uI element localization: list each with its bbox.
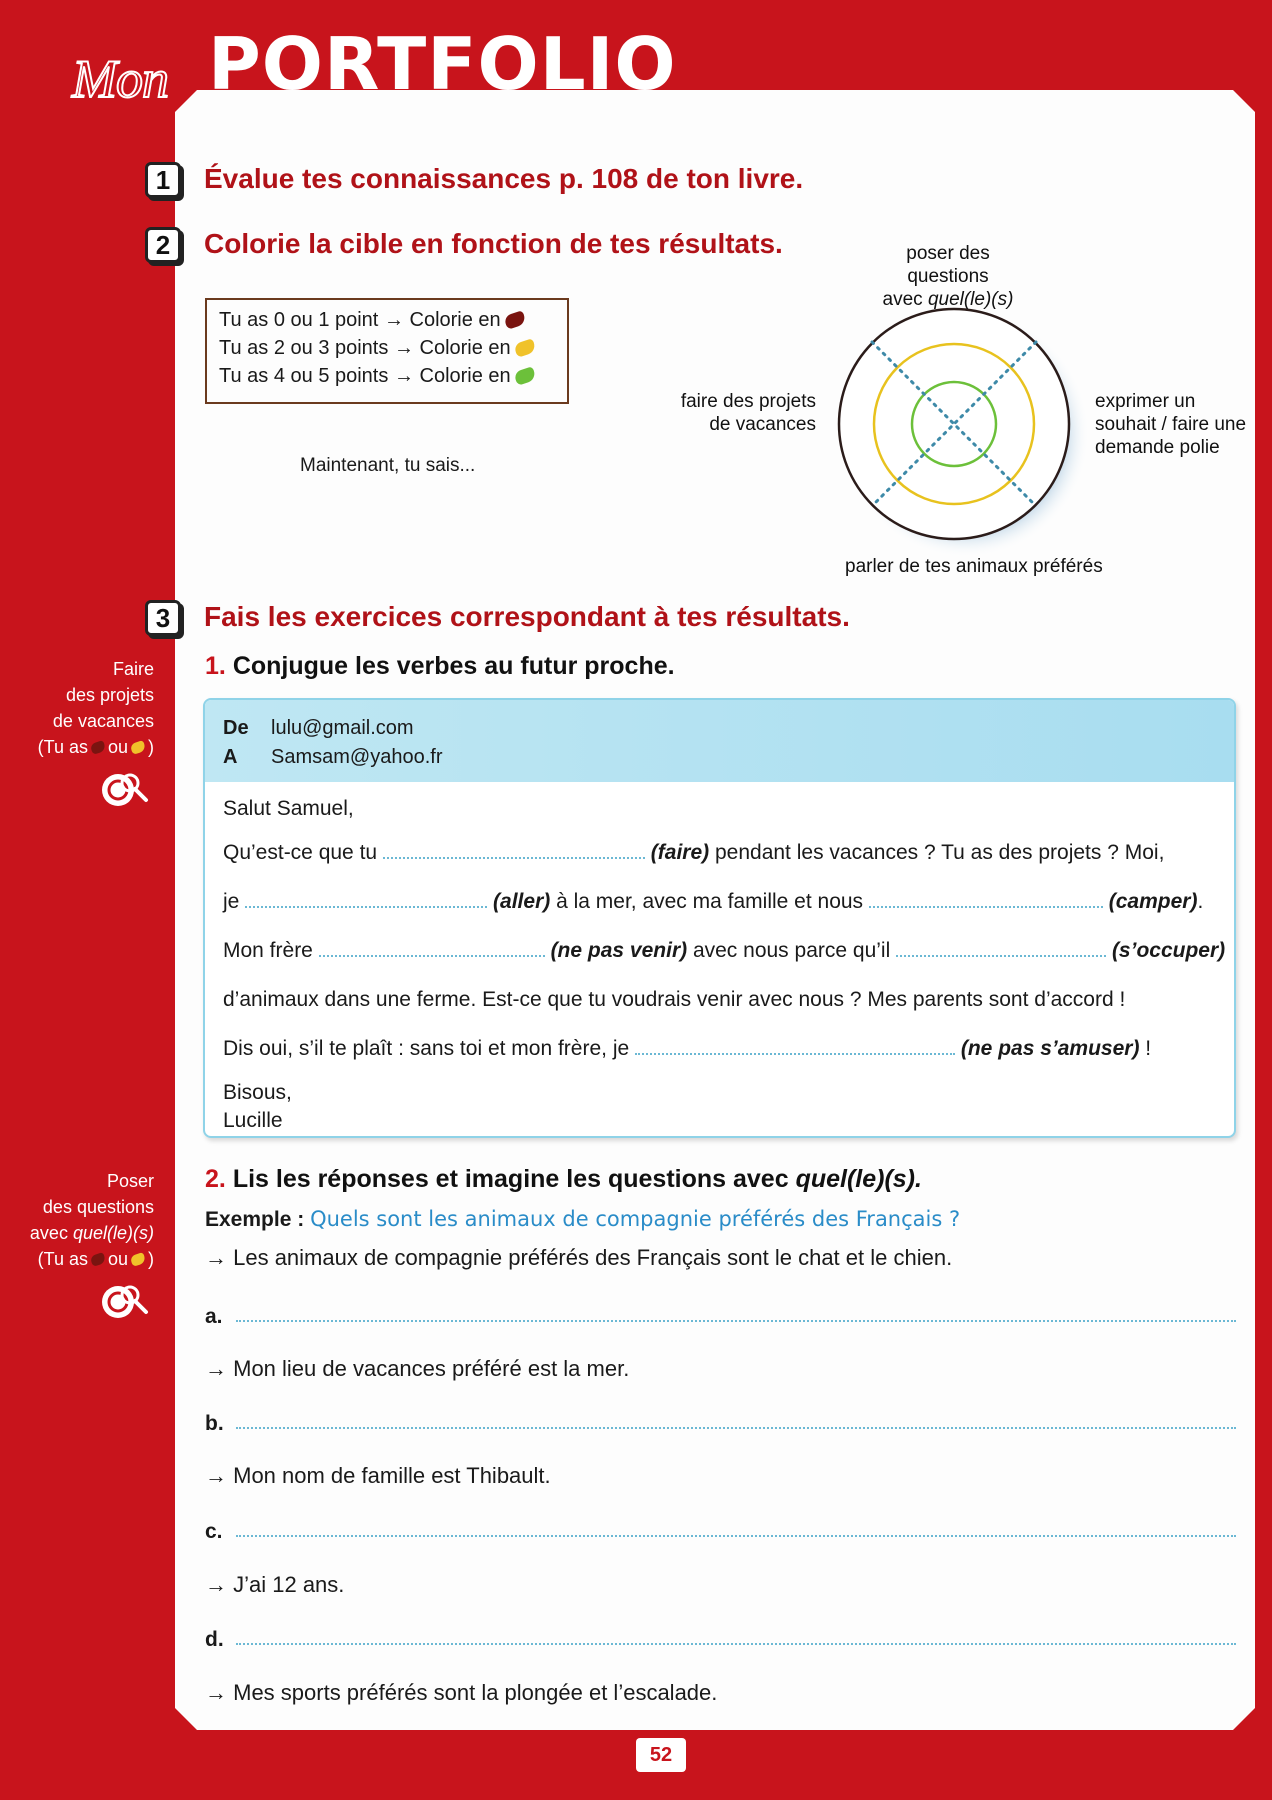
email-text: Qu’est-ce que tu <box>223 841 378 864</box>
sidenote-word: ) <box>148 1249 154 1269</box>
exercise-2-text-italic: quel(le)(s). <box>795 1165 922 1193</box>
example-question: Quels sont les animaux de compagnie préférés des Français ? <box>310 1207 961 1231</box>
to-label: A <box>223 746 238 768</box>
item-a-answer: → Mon lieu de vacances préféré est la mer. <box>205 1356 630 1381</box>
sidenote-line <box>38 734 154 760</box>
arrow-icon: → <box>393 337 414 359</box>
verb-hint: (ne pas venir) <box>550 939 688 962</box>
label-line: demande polie <box>1095 437 1220 458</box>
email-greeting: Salut Samuel, <box>223 797 354 820</box>
email-line <box>223 1024 1216 1073</box>
sidenote-word: ou <box>107 737 128 757</box>
email-body <box>205 782 1234 1138</box>
yellow-swatch-icon <box>513 338 536 357</box>
exercise-2-number: 2. <box>205 1165 226 1193</box>
email-signoff: Bisous, <box>223 1081 292 1104</box>
to-address: Samsam@yahoo.fr <box>271 746 443 768</box>
email-to-row <box>223 743 1216 772</box>
yellow-swatch-icon <box>130 740 147 755</box>
label-word: quel(le)(s) <box>927 289 1014 310</box>
email-line <box>223 877 1216 926</box>
blank-camper[interactable] <box>869 892 1103 908</box>
from-address: lulu@gmail.com <box>271 717 414 739</box>
sidenote-projects <box>14 656 154 760</box>
sidenote-line: de vacances <box>52 711 154 731</box>
arrow-icon: → <box>383 309 404 331</box>
step-3-number: 3 <box>145 600 181 636</box>
dark-red-swatch-icon <box>503 310 526 329</box>
email-text: Mon frère <box>223 939 313 962</box>
color-legend <box>205 298 569 404</box>
target-diagram[interactable] <box>820 300 1100 560</box>
dark-red-swatch-icon <box>90 740 107 755</box>
email-signature: Lucille <box>223 1109 283 1132</box>
label-word: avec <box>882 289 923 310</box>
sidenote-line: des projets <box>65 685 154 705</box>
email-header <box>205 700 1234 782</box>
legend-row <box>219 334 555 362</box>
header-portfolio: PORTFOLIO <box>208 22 677 106</box>
email-card <box>203 698 1236 1138</box>
label-line: poser des questions <box>906 243 990 287</box>
label-line <box>878 288 1018 311</box>
answer-input-d[interactable] <box>236 1643 1236 1645</box>
step-3-title: Fais les exercices correspondant à tes résultats. <box>204 601 850 632</box>
target-label-right <box>1095 390 1255 459</box>
verb-hint: (s’occuper) <box>1111 939 1226 962</box>
email-text: . <box>1197 890 1204 913</box>
item-d-answer: → Mes sports préférés sont la plongée et l’escalade. <box>205 1680 718 1705</box>
legend-action: Colorie en <box>419 337 511 359</box>
step-1-number: 1 <box>145 162 181 198</box>
exercise-1-title <box>205 652 675 681</box>
exercise-2-text: Lis les réponses et imagine les questions avec <box>232 1165 789 1193</box>
blank-s-occuper[interactable] <box>896 941 1106 957</box>
sidenote-line: Faire <box>112 659 154 679</box>
legend-action: Colorie en <box>409 309 501 331</box>
answer-input-a[interactable] <box>236 1320 1236 1322</box>
verb-hint: (faire) <box>650 841 710 864</box>
target-label-left <box>680 390 816 436</box>
yellow-swatch-icon <box>130 1252 147 1267</box>
arrow-icon: → <box>393 365 414 387</box>
blank-aller[interactable] <box>245 892 487 908</box>
example-label: Exemple : <box>205 1208 305 1231</box>
verb-hint: (aller) <box>493 890 551 913</box>
legend-action: Colorie en <box>419 365 511 387</box>
item-d-letter: d. <box>205 1628 224 1651</box>
blank-ne-pas-venir[interactable] <box>319 941 545 957</box>
sidenote-word: ) <box>148 737 154 757</box>
sidenote-word: ou <box>107 1249 128 1269</box>
email-text: Dis oui, s’il te plaît : sans toi et mon frère, je <box>223 1037 630 1060</box>
maintenant-text: Maintenant, tu sais... <box>300 455 476 476</box>
item-a-letter: a. <box>205 1305 223 1328</box>
sidenote-word: (Tu as <box>37 1249 88 1269</box>
legend-row <box>219 362 555 390</box>
exercise-2-title <box>205 1165 922 1194</box>
label-line: de vacances <box>709 414 816 435</box>
sidenote-line <box>38 1246 154 1272</box>
email-text: ! <box>1145 1037 1152 1060</box>
step-1-title: Évalue tes connaissances p. 108 de ton livre. <box>204 163 804 194</box>
green-swatch-icon <box>513 366 536 385</box>
email-from-row <box>223 714 1216 743</box>
step-2-title: Colorie la cible en fonction de tes résultats. <box>204 228 783 259</box>
target-label-top <box>878 242 1018 311</box>
verb-hint: (camper) <box>1108 890 1198 913</box>
exercise-1-number: 1. <box>205 652 226 680</box>
from-label: De <box>223 717 249 739</box>
sidenote-word: quel(le)(s) <box>72 1223 154 1243</box>
email-text: pendant les vacances ? Tu as des projets ? Moi, <box>714 841 1165 864</box>
email-line <box>223 828 1216 877</box>
exercise-1-text: Conjugue les verbes au futur proche. <box>232 652 675 680</box>
sidenote-line: des questions <box>42 1197 154 1217</box>
legend-text: Tu as 2 ou 3 points <box>219 337 389 359</box>
email-text: avec nous parce qu’il <box>692 939 891 962</box>
label-line: souhait / faire une <box>1095 414 1247 435</box>
sidenote-word: (Tu as <box>37 737 88 757</box>
sidenote-questions <box>14 1168 154 1272</box>
magnifier-icon[interactable] <box>100 768 152 808</box>
step-2-number: 2 <box>145 227 181 263</box>
answer-input-c[interactable] <box>236 1535 1236 1537</box>
sidenote-word: avec <box>29 1223 68 1243</box>
legend-text: Tu as 0 ou 1 point <box>219 309 379 331</box>
item-c-answer: → J’ai 12 ans. <box>205 1572 345 1597</box>
email-text: à la mer, avec ma famille et nous <box>556 890 864 913</box>
item-c-letter: c. <box>205 1520 223 1543</box>
blank-faire[interactable] <box>383 843 645 859</box>
item-b-answer: → Mon nom de famille est Thibault. <box>205 1463 551 1488</box>
dark-red-swatch-icon <box>90 1252 107 1267</box>
legend-text: Tu as 4 ou 5 points <box>219 365 389 387</box>
answer-input-b[interactable] <box>236 1427 1236 1429</box>
verb-hint: (ne pas s’amuser) <box>960 1037 1140 1060</box>
example-answer: → Les animaux de compagnie préférés des Français sont le chat et le chien. <box>205 1245 953 1270</box>
target-label-bottom: parler de tes animaux préférés <box>845 556 1103 577</box>
sidenote-line <box>14 1220 154 1246</box>
magnifier-icon[interactable] <box>100 1280 152 1320</box>
legend-row <box>219 306 555 334</box>
blank-ne-pas-s-amuser[interactable] <box>635 1039 955 1055</box>
header-mon: Mon <box>72 49 168 109</box>
item-b-letter: b. <box>205 1412 224 1435</box>
email-line <box>223 926 1226 975</box>
label-line: faire des projets <box>680 391 816 412</box>
email-text: je <box>223 890 240 913</box>
example-row <box>205 1207 960 1232</box>
page-number: 52 <box>636 1738 686 1772</box>
sidenote-line: Poser <box>106 1171 154 1191</box>
email-line: d’animaux dans une ferme. Est-ce que tu voudrais venir avec nous ? Mes parents sont d’accord ! <box>223 988 1126 1011</box>
label-line: exprimer un <box>1095 391 1196 412</box>
